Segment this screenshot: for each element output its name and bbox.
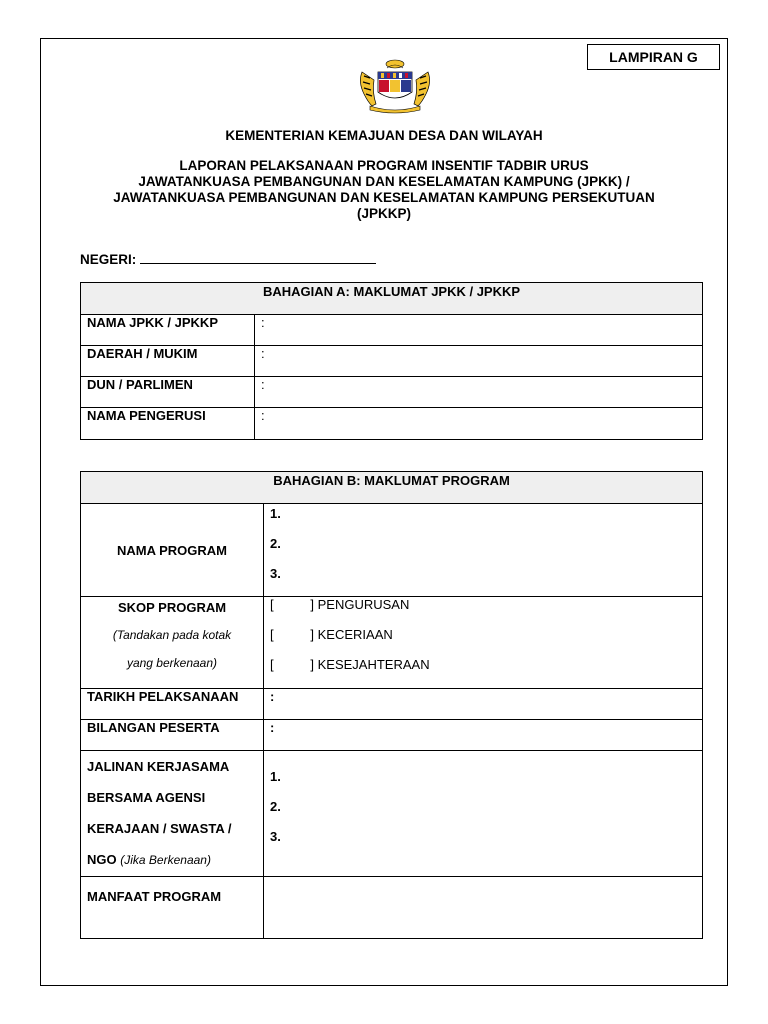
negeri-input-line[interactable] (140, 251, 376, 264)
label-tarikh: TARIKH PELAKSANAAN (81, 689, 264, 720)
jalinan-line: NGO (Jika Berkenaan) (87, 852, 211, 867)
checkbox-kesejahteraan[interactable] (270, 657, 696, 687)
list-item: 3. (270, 566, 281, 581)
coat-of-arms-icon (354, 58, 436, 114)
checkbox-bracket: [ ] (270, 657, 314, 672)
section-b-table (80, 471, 703, 939)
negeri-field (80, 251, 376, 267)
label-manfaat: MANFAAT PROGRAM (81, 877, 264, 939)
section-b-title: BAHAGIAN B: MAKLUMAT PROGRAM (81, 472, 703, 504)
list-item: 2. (270, 536, 281, 551)
checkbox-bracket: [ ] (270, 627, 314, 642)
section-a-table (80, 282, 703, 440)
label-jalinan (81, 751, 264, 877)
report-title-line: JAWATANKUASA PEMBANGUNAN DAN KESELAMATAN KAMPUNG (JPKK) / (138, 174, 630, 189)
skop-program-cell (81, 597, 264, 689)
field-nama-program[interactable] (264, 504, 703, 597)
lampiran-label: LAMPIRAN G (587, 44, 720, 70)
ministry-title: KEMENTERIAN KEMAJUAN DESA DAN WILAYAH (225, 128, 543, 143)
checkbox-bracket: [ ] (270, 597, 314, 612)
option-label: KECERIAAN (317, 627, 393, 642)
label-skop-program: SKOP PROGRAM (117, 600, 227, 615)
label-nama-jpkk: NAMA JPKK / JPKKP (81, 315, 255, 346)
jalinan-note: (Jika Berkenaan) (120, 853, 211, 867)
label-bilangan: BILANGAN PESERTA (81, 720, 264, 751)
negeri-label: NEGERI: (80, 252, 137, 267)
jalinan-line: BERSAMA AGENSI (87, 790, 206, 805)
field-dun-parlimen[interactable]: : (255, 377, 703, 408)
field-jalinan[interactable] (264, 751, 703, 877)
field-nama-pengerusi[interactable]: : (255, 408, 703, 440)
jalinan-line: JALINAN KERJASAMA (87, 759, 230, 774)
report-title-line: JAWATANKUASA PEMBANGUNAN DAN KESELAMATAN KAMPUNG PERSEKUTUAN (113, 190, 655, 205)
checkbox-pengurusan[interactable] (270, 597, 696, 627)
label-nama-program: NAMA PROGRAM (81, 504, 264, 597)
section-a-title: BAHAGIAN A: MAKLUMAT JPKK / JPKKP (81, 283, 703, 315)
label-dun-parlimen: DUN / PARLIMEN (81, 377, 255, 408)
list-item: 3. (270, 828, 281, 844)
skop-note-2: yang berkenaan) (126, 656, 218, 670)
option-label: KESEJAHTERAAN (317, 657, 430, 672)
field-nama-jpkk[interactable]: : (255, 315, 703, 346)
skop-note-1: (Tandakan pada kotak (112, 628, 232, 642)
list-item: 2. (270, 798, 281, 814)
field-manfaat[interactable] (264, 877, 703, 939)
field-bilangan[interactable]: : (264, 720, 703, 751)
list-item: 1. (270, 506, 281, 521)
option-label: PENGURUSAN (317, 597, 410, 612)
label-daerah-mukim: DAERAH / MUKIM (81, 346, 255, 377)
report-title-line: LAPORAN PELAKSANAAN PROGRAM INSENTIF TADBIR URUS (179, 158, 589, 173)
jalinan-line: KERAJAAN / SWASTA / (87, 821, 232, 836)
label-nama-pengerusi: NAMA PENGERUSI (81, 408, 255, 440)
field-daerah-mukim[interactable]: : (255, 346, 703, 377)
report-title (60, 158, 708, 222)
checkbox-keceriaan[interactable] (270, 627, 696, 657)
field-tarikh[interactable]: : (264, 689, 703, 720)
list-item: 1. (270, 768, 281, 784)
skop-options (264, 597, 703, 689)
report-title-line: (JPKKP) (356, 206, 411, 221)
